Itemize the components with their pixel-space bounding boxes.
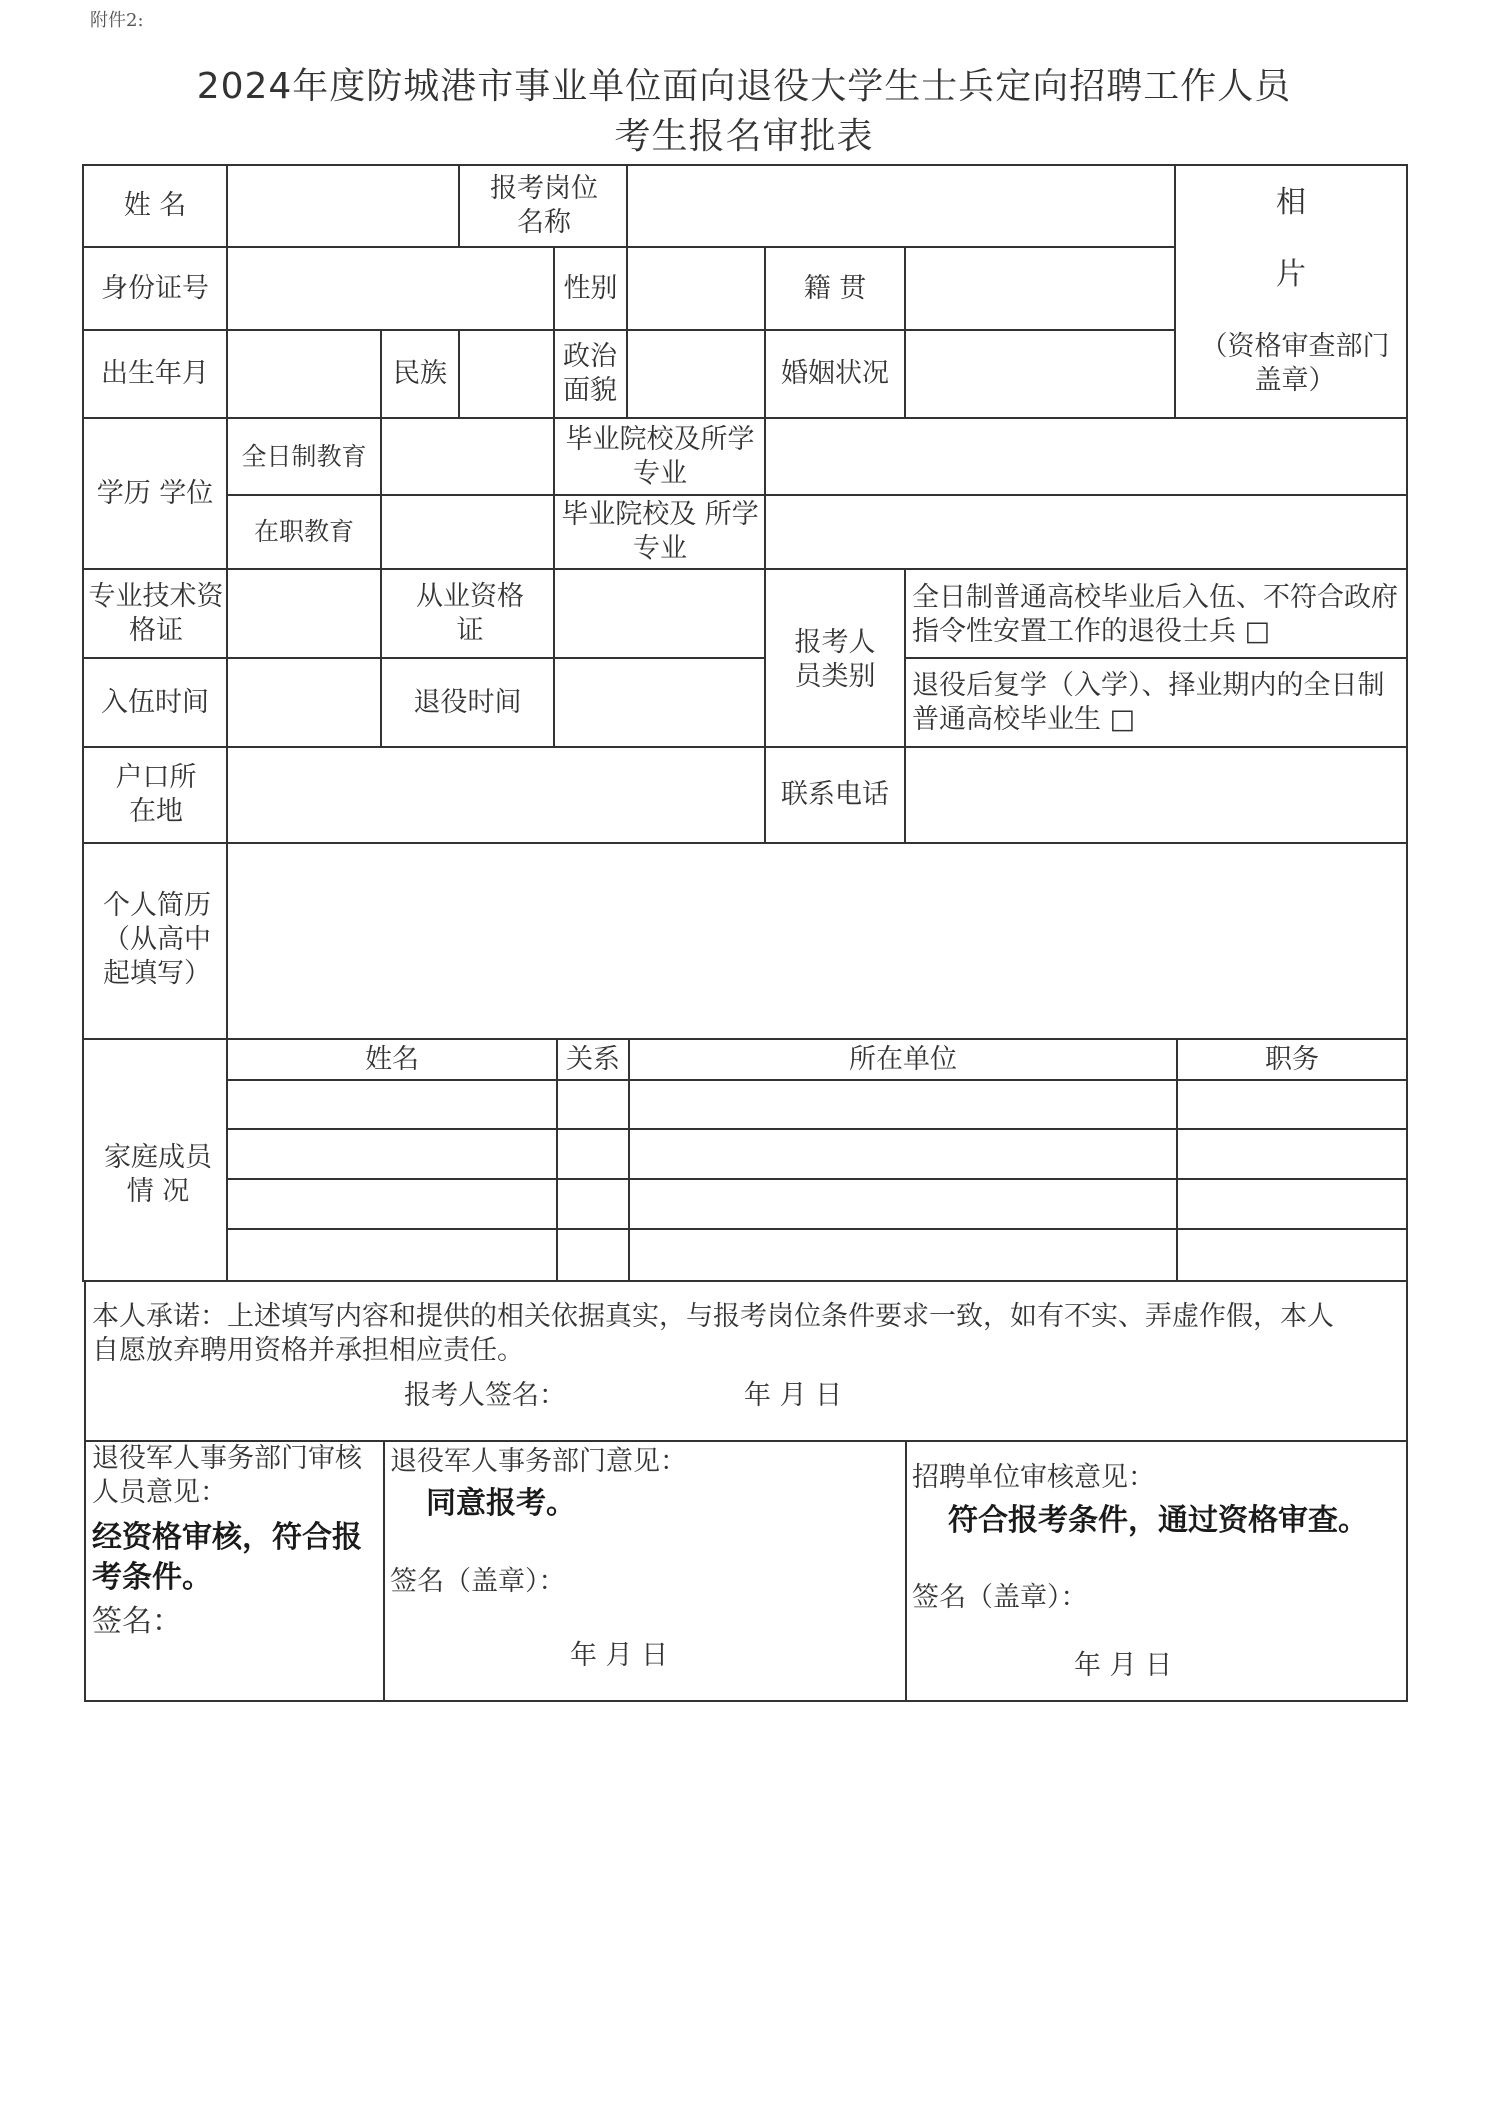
label-marital: 婚姻状况 bbox=[781, 358, 889, 389]
label-birth: 出生年月 bbox=[101, 358, 209, 389]
label-ethnicity: 民族 bbox=[393, 358, 447, 389]
review2-comment: 同意报考。 bbox=[426, 1486, 576, 1521]
review1-sign: 签名： bbox=[92, 1604, 182, 1639]
review3-date: 年 月 日 bbox=[1074, 1650, 1173, 1681]
label-school-major-1: 毕业院校及所学专业 bbox=[565, 423, 755, 489]
pledge-signature-label: 报考人签名： bbox=[404, 1380, 566, 1411]
label-phone: 联系电话 bbox=[781, 779, 889, 810]
label-name: 姓 名 bbox=[123, 190, 187, 221]
review2-label: 退役军人事务部门意见： bbox=[390, 1446, 687, 1477]
label-gender: 性别 bbox=[563, 272, 618, 304]
label-parttime: 在职教育 bbox=[253, 517, 354, 546]
review3-comment: 符合报考条件，通过资格审查。 bbox=[948, 1503, 1368, 1538]
label-political: 政治面貌 bbox=[563, 341, 617, 406]
review2-sign: 签名（盖章）： bbox=[390, 1566, 566, 1597]
label-practice-cert: 从业资格证 bbox=[416, 580, 524, 646]
family-col-unit: 所在单位 bbox=[849, 1043, 957, 1075]
label-family: 家庭成员情 况 bbox=[104, 1142, 212, 1207]
label-id-number: 身份证号 bbox=[101, 272, 209, 304]
category-option-2[interactable]: 退役后复学（入学）、择业期内的全日制普通高校毕业生 □ bbox=[912, 669, 1385, 735]
label-education: 学历 学位 bbox=[96, 477, 214, 509]
page-title: 2024年度防城港市事业单位面向退役大学生士兵定向招聘工作人员 bbox=[196, 66, 1292, 107]
review1-comment: 经资格审核，符合报考条件。 bbox=[92, 1520, 362, 1595]
label-tech-cert: 专业技术资格证 bbox=[88, 580, 224, 646]
category-option-1[interactable]: 全日制普通高校毕业后入伍、不符合政府指令性安置工作的退役士兵 □ bbox=[912, 581, 1398, 647]
review2-date: 年 月 日 bbox=[570, 1640, 669, 1671]
label-category: 报考人员类别 bbox=[794, 627, 876, 692]
label-photo-1: 相 bbox=[1276, 185, 1306, 220]
page-subtitle: 考生报名审批表 bbox=[614, 116, 874, 157]
pledge-date: 年 月 日 bbox=[744, 1380, 843, 1411]
annex-label: 附件2: bbox=[90, 10, 144, 31]
review3-label: 招聘单位审核意见： bbox=[912, 1462, 1155, 1493]
label-fulltime: 全日制教育 bbox=[241, 441, 367, 471]
review3-sign: 签名（盖章）： bbox=[912, 1582, 1088, 1613]
family-col-name: 姓名 bbox=[365, 1043, 419, 1075]
label-post: 报考岗位名称 bbox=[490, 173, 598, 238]
pledge-text: 本人承诺：上述填写内容和提供的相关依据真实，与报考岗位条件要求一致，如有不实、弄虚作假，本人自愿放弃聘用资格并承担相应责任。 bbox=[92, 1301, 1334, 1366]
label-resume: 个人简历（从高中起填写） bbox=[103, 890, 211, 989]
family-col-position: 职务 bbox=[1265, 1043, 1319, 1075]
label-discharge: 退役时间 bbox=[413, 686, 522, 718]
label-native-place: 籍 贯 bbox=[803, 272, 867, 304]
label-enlist: 入伍时间 bbox=[101, 686, 209, 718]
review1-label: 退役军人事务部门审核人员意见： bbox=[92, 1443, 362, 1508]
label-photo-note: （资格审查部门盖章） bbox=[1200, 331, 1390, 396]
label-hukou: 户口所在地 bbox=[115, 762, 197, 827]
label-photo-2: 片 bbox=[1276, 257, 1306, 292]
label-school-major-2: 毕业院校及 所学专业 bbox=[561, 499, 759, 564]
family-col-relation: 关系 bbox=[566, 1043, 620, 1075]
